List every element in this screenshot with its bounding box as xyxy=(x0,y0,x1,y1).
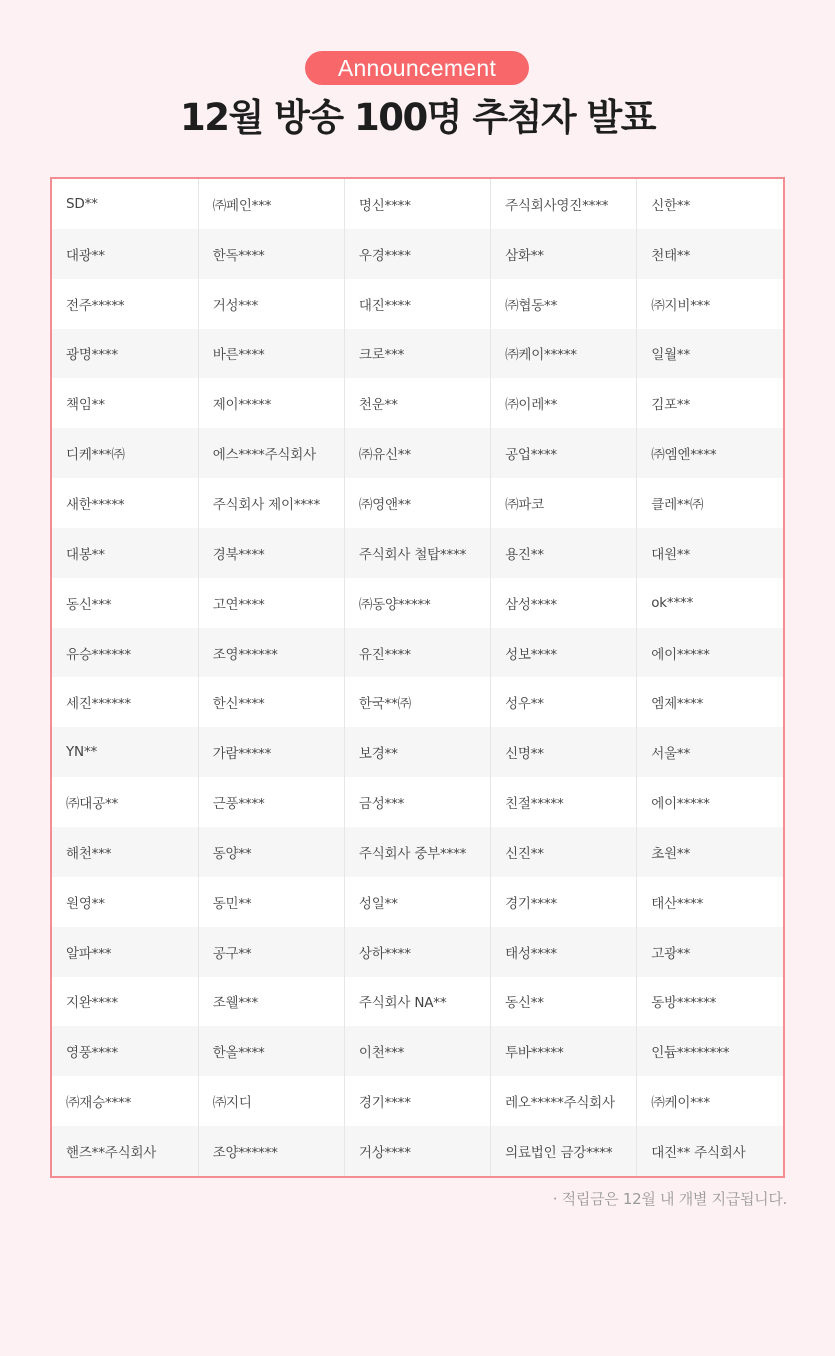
winner-cell: 제이***** xyxy=(198,378,344,428)
table-row xyxy=(52,478,783,528)
winner-cell: 알파*** xyxy=(52,927,198,977)
winner-cell: ㈜협동** xyxy=(491,279,637,329)
table-row xyxy=(52,428,783,478)
winner-cell: 일월** xyxy=(637,329,783,379)
table-row xyxy=(52,1026,783,1076)
winner-cell: 한국**㈜ xyxy=(344,677,490,727)
winner-cell: 금성*** xyxy=(344,777,490,827)
winner-cell: 김포** xyxy=(637,378,783,428)
winner-cell: 태산**** xyxy=(637,877,783,927)
winner-cell: 대원** xyxy=(637,528,783,578)
winner-cell: 대진** 주식회사 xyxy=(637,1126,783,1176)
winner-cell: 성일** xyxy=(344,877,490,927)
winner-cell: 해천*** xyxy=(52,827,198,877)
winner-cell: 성우** xyxy=(491,677,637,727)
winner-cell: 명신**** xyxy=(344,179,490,229)
winner-cell: 동신** xyxy=(491,977,637,1027)
table-row xyxy=(52,279,783,329)
winner-cell: 의료법인 금강**** xyxy=(491,1126,637,1176)
table-row xyxy=(52,578,783,628)
winner-cell: 영풍**** xyxy=(52,1026,198,1076)
winner-cell: 주식회사 NA** xyxy=(344,977,490,1027)
table-row xyxy=(52,877,783,927)
table-row xyxy=(52,927,783,977)
table-row xyxy=(52,329,783,379)
winner-cell: SD** xyxy=(66,195,98,212)
winner-cell: 에이***** xyxy=(637,628,783,678)
winner-cell: 거성*** xyxy=(198,279,344,329)
winner-cell: 유승****** xyxy=(52,628,198,678)
winner-cell: 천태** xyxy=(637,229,783,279)
winner-cell: ㈜이레** xyxy=(491,378,637,428)
winners-board xyxy=(50,177,785,1178)
winner-cell: 대진**** xyxy=(344,279,490,329)
page-title: 12월 방송 100명 추첨자 발표 xyxy=(180,96,655,139)
winners-table-body xyxy=(52,179,783,1176)
winner-cell: 공업**** xyxy=(491,428,637,478)
winners-table xyxy=(52,179,783,1176)
table-row xyxy=(52,727,783,777)
winner-cell: 천운** xyxy=(344,378,490,428)
winner-cell: 동민** xyxy=(198,877,344,927)
winner-cell: 전주***** xyxy=(66,297,125,314)
table-row xyxy=(52,977,783,1027)
winner-cell: 서울** xyxy=(637,727,783,777)
winner-cell: 동신*** xyxy=(66,596,112,613)
winner-cell: 상하**** xyxy=(344,927,490,977)
table-row xyxy=(52,777,783,827)
winner-cell: ㈜영앤** xyxy=(344,478,490,528)
winner-cell: 성보**** xyxy=(491,628,637,678)
winner-cell: ㈜파코 xyxy=(491,478,637,528)
winner-cell: 신명** xyxy=(491,727,637,777)
winner-cell: YN** xyxy=(52,727,198,777)
winner-cell: 동양** xyxy=(198,827,344,877)
winner-cell: ㈜유신** xyxy=(344,428,490,478)
winner-cell: 친절***** xyxy=(491,777,637,827)
table-row xyxy=(52,378,783,428)
winner-cell: 경기**** xyxy=(491,877,637,927)
winner-cell: 조영****** xyxy=(198,628,344,678)
winner-cell: ㈜재승**** xyxy=(66,1095,132,1112)
winner-cell: 주식회사영진**** xyxy=(491,179,637,229)
table-row xyxy=(52,229,783,279)
winner-cell: 동방****** xyxy=(637,977,783,1027)
winner-cell: 한올**** xyxy=(198,1026,344,1076)
winner-cell: 삼성**** xyxy=(491,578,637,628)
winner-cell: 삼화** xyxy=(491,229,637,279)
winner-cell: 원영** xyxy=(66,895,105,912)
winner-cell: 공구** xyxy=(198,927,344,977)
winner-cell: 인듐******** xyxy=(637,1026,783,1076)
winner-cell: 광명**** xyxy=(52,329,198,379)
table-row xyxy=(52,677,783,727)
table-row xyxy=(52,528,783,578)
winner-cell: ok**** xyxy=(637,578,783,628)
winner-cell: 태성**** xyxy=(491,927,637,977)
winner-cell: 한신**** xyxy=(198,677,344,727)
winner-cell: 경기**** xyxy=(344,1076,490,1126)
winner-cell: ㈜지비*** xyxy=(637,279,783,329)
table-row xyxy=(52,628,783,678)
winner-cell: 고연**** xyxy=(198,578,344,628)
winner-cell: 이천*** xyxy=(344,1026,490,1076)
winner-cell: 주식회사 중부**** xyxy=(344,827,490,877)
winner-cell: 대봉** xyxy=(52,528,198,578)
winner-cell: 에이***** xyxy=(637,777,783,827)
winner-cell: 한독**** xyxy=(198,229,344,279)
winner-cell: 조양****** xyxy=(198,1126,344,1176)
winner-cell: 유진**** xyxy=(344,628,490,678)
winner-cell: 주식회사 제이**** xyxy=(198,478,344,528)
winner-cell: 신진** xyxy=(491,827,637,877)
winner-cell: ㈜동양***** xyxy=(344,578,490,628)
winner-cell: 고광** xyxy=(637,927,783,977)
winner-cell: 근풍**** xyxy=(198,777,344,827)
winner-cell: 엠제**** xyxy=(637,677,783,727)
winner-cell: ㈜케이***** xyxy=(491,329,637,379)
announcement-badge: Announcement xyxy=(305,51,529,85)
winner-cell: 책임** xyxy=(66,397,105,414)
winner-cell: 에스****주식회사 xyxy=(198,428,344,478)
winner-cell: ㈜케이*** xyxy=(637,1076,783,1126)
winner-cell: 주식회사 철탑**** xyxy=(344,528,490,578)
winner-cell: 레오*****주식회사 xyxy=(491,1076,637,1126)
winner-cell: 거상**** xyxy=(344,1126,490,1176)
winner-cell: ㈜엠엔**** xyxy=(637,428,783,478)
winner-cell: 크로*** xyxy=(344,329,490,379)
winner-cell: ㈜페인*** xyxy=(198,179,344,229)
winner-cell: 디케***㈜ xyxy=(52,428,198,478)
table-row xyxy=(52,179,783,229)
winner-cell: 보경** xyxy=(344,727,490,777)
winner-cell: 조웰*** xyxy=(198,977,344,1027)
winner-cell: 핸즈**주식회사 xyxy=(52,1126,198,1176)
winner-cell: 용진** xyxy=(491,528,637,578)
winner-cell: 우경**** xyxy=(344,229,490,279)
table-row xyxy=(52,1076,783,1126)
winner-cell: 새한***** xyxy=(66,496,125,513)
winner-cell: ㈜지디 xyxy=(198,1076,344,1126)
winner-cell: 클레**㈜ xyxy=(637,478,783,528)
winner-cell: 신한** xyxy=(637,179,783,229)
winner-cell: ㈜대공** xyxy=(66,796,119,813)
winner-cell: 경북**** xyxy=(198,528,344,578)
winner-cell: 지완**** xyxy=(66,995,118,1012)
table-row xyxy=(52,827,783,877)
winner-cell: 초원** xyxy=(637,827,783,877)
winner-cell: 세진****** xyxy=(66,696,131,713)
winner-cell: 투바***** xyxy=(491,1026,637,1076)
footer-note: · 적립금은 12월 내 개별 지급됩니다. xyxy=(552,1190,787,1208)
table-row xyxy=(52,1126,783,1176)
winner-cell: 가람***** xyxy=(198,727,344,777)
winner-cell: 바른**** xyxy=(198,329,344,379)
winner-cell: 대광** xyxy=(52,229,198,279)
